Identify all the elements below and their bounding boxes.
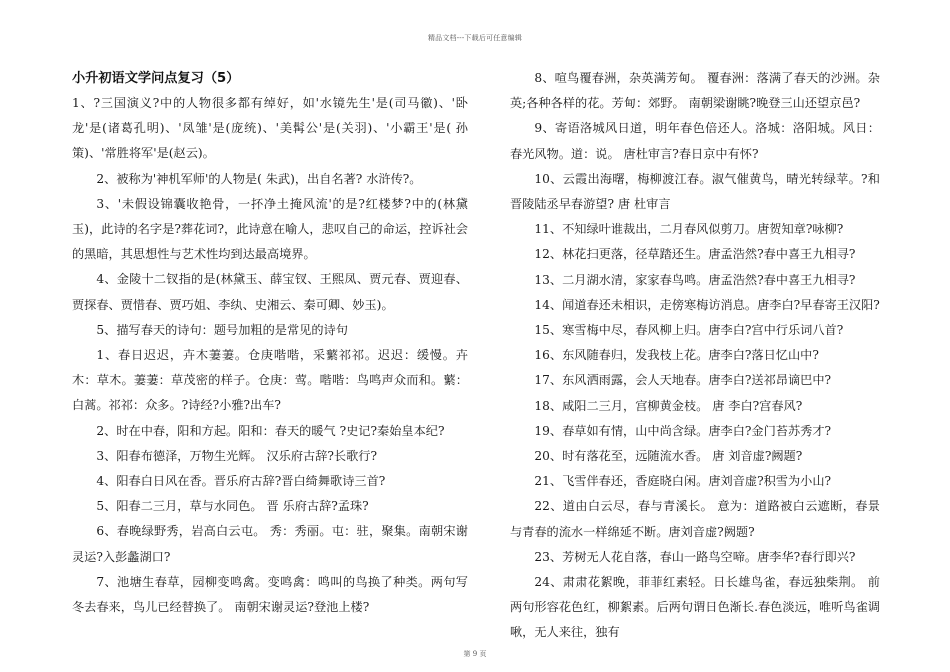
paragraph: 3、'未假设锦囊收艳骨，一抔净土掩风流'的是?红楼梦?中的(林黛玉)，此诗的名字是?葬花词?，此诗意在喻人，悲叹自己的命运，控诉社会的黑暗，其思想性与艺术性均到达最高境界。 (72, 196, 468, 262)
paragraph: 15、寒雪梅中尽，春风柳上归。唐李白?宫中行乐词八首? (534, 323, 844, 338)
paragraph: 17、东风洒雨露，会人天地春。唐李白?送祁昂谪巴中? (534, 373, 832, 388)
paragraph: 24、肃肃花絮晚，菲菲红素轻。日长雄鸟雀，春远独柴荆。 前两句形容花色红，柳絮素。后两句谓日色渐长.春色淡远，唯听鸟雀调啾，无人来往，独有 (510, 575, 880, 640)
left-column (72, 66, 468, 620)
paragraph: 16、东风随春归，发我枝上花。唐李白?落日忆山中? (534, 348, 819, 363)
document-title: 小升初语文学问点复习（5） (72, 71, 240, 86)
page-header: 精品文档---下载后可任意编辑 (427, 34, 523, 42)
paragraph: 12、林花扫更落，径草踏还生。唐孟浩然?春中喜王九相寻? (534, 247, 856, 262)
paragraph: 9、寄语洛城风日道，明年春色倍还人。洛城：洛阳城。风日：春光风物。道：说。 唐杜审言?春日京中有怀? (510, 121, 880, 161)
paragraph: 22、道由白云尽，春与青溪长。 意为：道路被白云遮断，春景与青春的流水一样绵延不断。唐刘音虚?阙题? (510, 499, 880, 539)
paragraph: 5、描写春天的诗句：题号加粗的是常见的诗句 (96, 322, 348, 337)
paragraph: 1、?三国演义?中的人物很多都有绰好，如'水镜先生'是(司马徽)、'卧龙'是(诸葛孔明)、'凤雏'是(庞统)、'美髯公'是(关羽)、'小霸王'是( 孙策)、'常胜将军'是(赵云)。 (72, 96, 468, 161)
paragraph: 1、春日迟迟，卉木萋萋。仓庚喈喈，采蘩祁祁。迟迟：缓慢。卉木：草木。萋萋：草茂密的样子。仓庚：莺。喈喈：鸟鸣声众而和。蘩：白蒿。祁祁：众多。?诗经?小雅?出车? (72, 348, 468, 413)
paragraph: 4、阳春白日风在香。晋乐府古辞?晋白绮舞歌诗三首? (96, 474, 386, 489)
paragraph: 2、时在中春，阳和方起。阳和：春天的暖气 ?史记?秦始皇本纪? (96, 423, 445, 438)
paragraph: 23、芳树无人花自落，春山一路鸟空啼。唐李华?春行即兴? (534, 549, 856, 564)
paragraph: 11、不知绿叶谁裁出，二月春风似剪刀。唐贺知章?咏柳? (534, 222, 844, 237)
paragraph: 13、二月湖水清，家家春鸟鸣。唐孟浩然?春中喜王九相寻? (534, 272, 856, 287)
paragraph: 5、阳春二三月，草与水同色。 晋 乐府古辞?孟珠? (96, 499, 369, 514)
paragraph: 20、时有落花至，远随流水香。 唐 刘音虚?阙题? (534, 449, 803, 464)
left-paragraphs (72, 91, 468, 620)
paragraph: 21、飞雪伴春还，香庭晓白闲。唐刘音虚?积雪为小山? (534, 474, 832, 489)
paragraph: 6、春晚绿野秀，岩高白云屯。 秀：秀丽。屯：驻，聚集。南朝宋谢灵运?入彭蠡湖口? (72, 524, 468, 564)
paragraph: 4、金陵十二钗指的是(林黛玉、薛宝钗、王熙凤、贾元春、贾迎春、贾探春、贾惜春、贾巧姐、李纨、史湘云、秦可卿、妙玉)。 (72, 272, 468, 312)
paragraph: 14、闻道春还未相识，走傍寒梅访消息。唐李白?早春寄王汉阳? (534, 297, 880, 312)
paragraph: 7、池塘生春草，园柳变鸣禽。变鸣禽：鸣叫的鸟换了种类。两句写冬去春来，鸟儿已经替换了。 南朝宋谢灵运?登池上楼? (72, 574, 468, 615)
page-footer: 第 9 页 (463, 650, 487, 658)
right-column (510, 66, 880, 646)
paragraph: 8、喧鸟覆春洲，杂英满芳甸。 覆春洲：落满了春天的沙洲。杂英;各种各样的花。芳甸：郊野。 南朝梁谢眺?晚登三山还望京邑? (510, 71, 880, 111)
paragraph: 19、春草如有情，山中尚含绿。唐李白?金门苔苏秀才? (534, 423, 832, 438)
paragraph: 18、咸阳二三月，宫柳黄金枝。 唐 李白?宫春风? (534, 398, 803, 413)
right-paragraphs (510, 66, 880, 646)
paragraph: 2、被称为'神机军师'的人物是( 朱武)，出自名著? 水浒传?。 (96, 171, 422, 186)
paragraph: 3、阳春布德泽，万物生光辉。 汉乐府古辞?长歌行? (96, 448, 378, 463)
paragraph: 10、云霞出海曙，梅柳渡江春。淑气催黄鸟，晴光转绿苹。?和晋陵陆丞早春游望? 唐 杜审言 (510, 171, 880, 212)
